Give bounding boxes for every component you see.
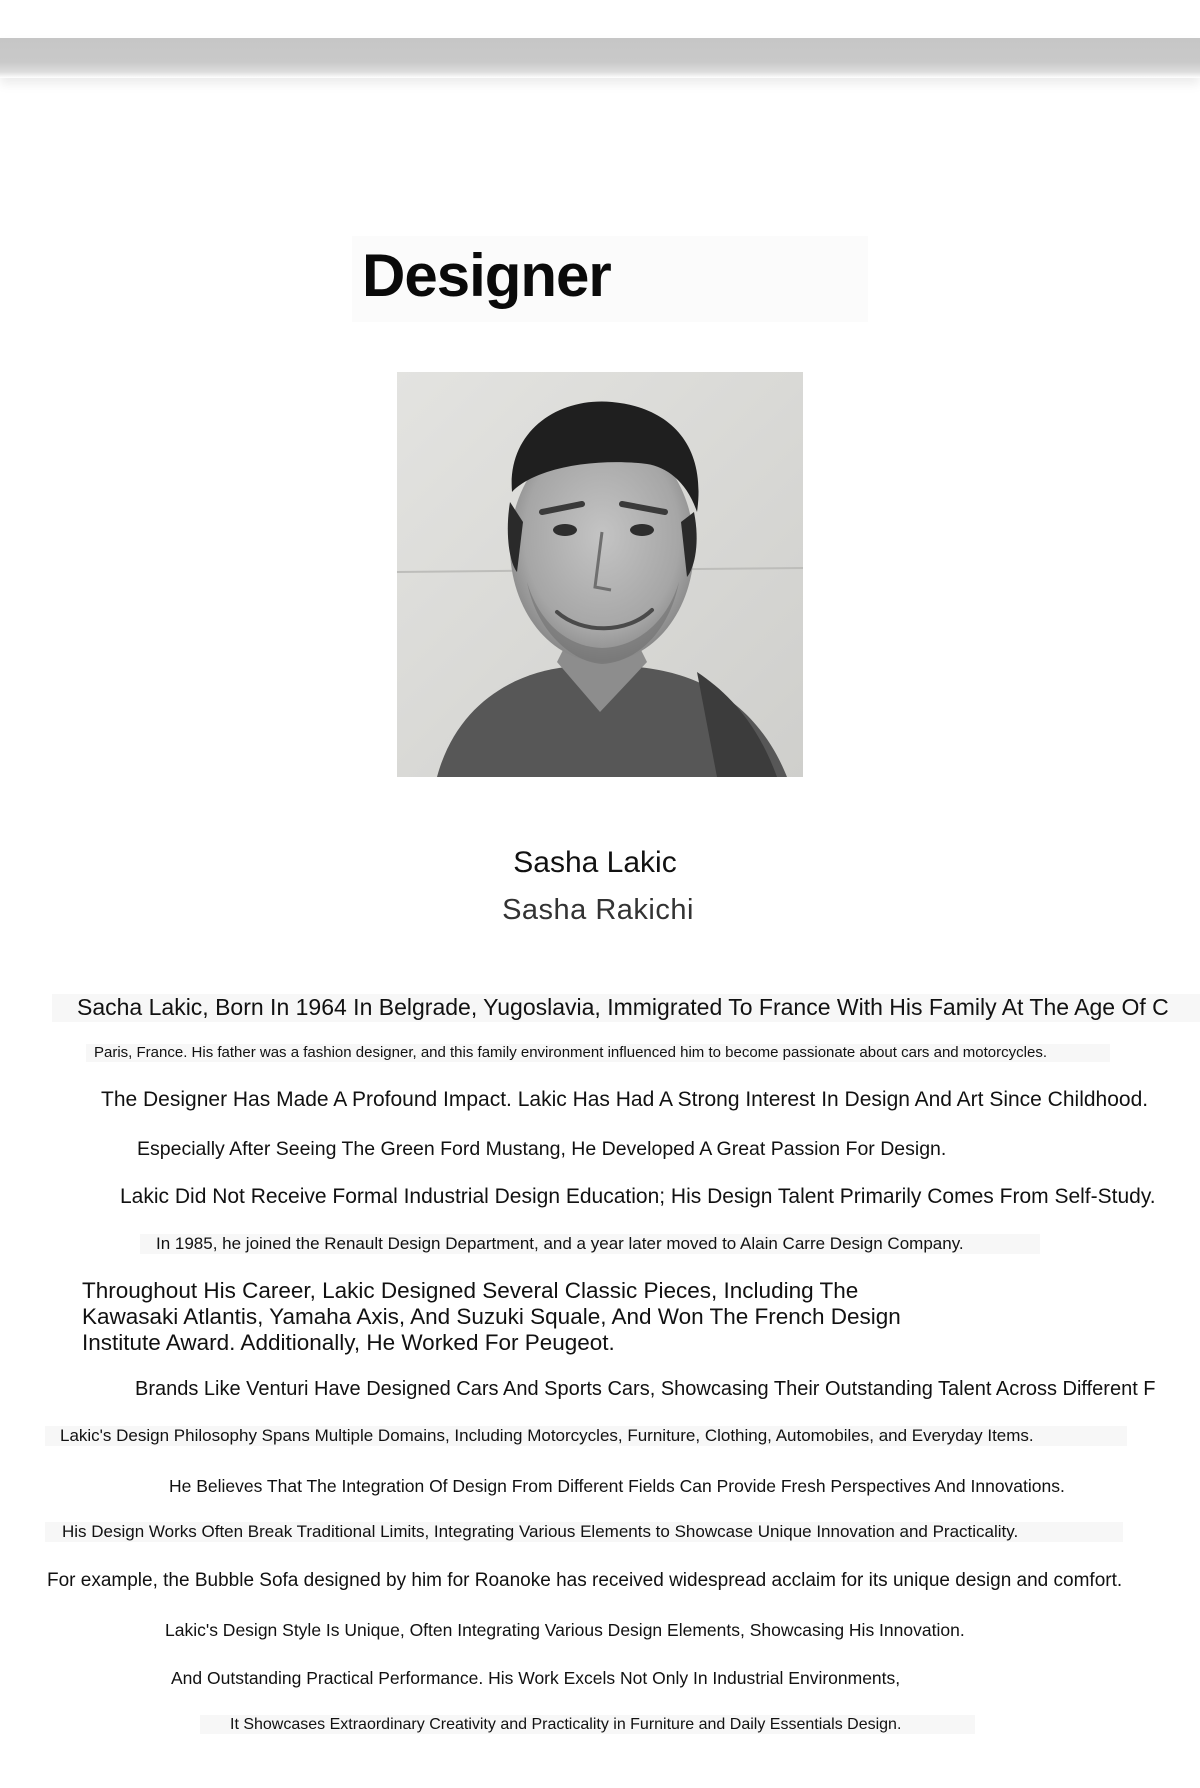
bio-line: Lakic Did Not Receive Formal Industrial Design Education; His Design Talent Primarily Comes From Self-Study.	[120, 1185, 1156, 1208]
bio-line: Sacha Lakic, Born In 1964 In Belgrade, Yugoslavia, Immigrated To France With His Family At The Age Of C	[52, 994, 1200, 1022]
portrait-image	[397, 372, 803, 777]
bio-line: Paris, France. His father was a fashion designer, and this family environment influenced him to become passionate about cars and motorcycles.	[86, 1044, 1110, 1062]
bio-line: Lakic's Design Philosophy Spans Multiple Domains, Including Motorcycles, Furniture, Clothing, Automobiles, and Everyday Items.	[45, 1426, 1127, 1446]
designer-portrait	[397, 372, 803, 777]
bio-line: Lakic's Design Style Is Unique, Often Integrating Various Design Elements, Showcasing His Innovation.	[165, 1620, 965, 1640]
designer-name: Sasha Lakic	[513, 846, 677, 879]
bio-line: For example, the Bubble Sofa designed by him for Roanoke has received widespread acclaim for its unique design and comfort.	[47, 1570, 1123, 1591]
bio-line: Especially After Seeing The Green Ford Mustang, He Developed A Great Passion For Design.	[137, 1138, 947, 1160]
page-title: Designer	[362, 242, 611, 309]
bio-line: The Designer Has Made A Profound Impact. Lakic Has Had A Strong Interest In Design And Art Since Childhood.	[101, 1088, 1149, 1111]
top-bar	[0, 38, 1200, 78]
bio-line: His Design Works Often Break Traditional Limits, Integrating Various Elements to Showcase Unique Innovation and Practicality.	[45, 1522, 1123, 1542]
designer-alt-name: Sasha Rakichi	[502, 894, 694, 926]
bio-line: And Outstanding Practical Performance. His Work Excels Not Only In Industrial Environments,	[171, 1668, 901, 1688]
title-section	[352, 236, 868, 322]
bio-line: He Believes That The Integration Of Design From Different Fields Can Provide Fresh Perspectives And Innovations.	[169, 1476, 1065, 1496]
bio-line: In 1985, he joined the Renault Design Department, and a year later moved to Alain Carre Design Company.	[140, 1234, 1040, 1254]
bio-line: Throughout His Career, Lakic Designed Several Classic Pieces, Including The Kawasaki Atlantis, Yamaha Axis, And Suzuki Squale, And Won The French Design Institute Award. Additionally, He Worked For Peugeot.	[82, 1278, 901, 1355]
bio-line: Brands Like Venturi Have Designed Cars And Sports Cars, Showcasing Their Outstanding Talent Across Different F	[135, 1378, 1156, 1400]
bio-line: It Showcases Extraordinary Creativity and Practicality in Furniture and Daily Essentials Design.	[200, 1715, 975, 1734]
